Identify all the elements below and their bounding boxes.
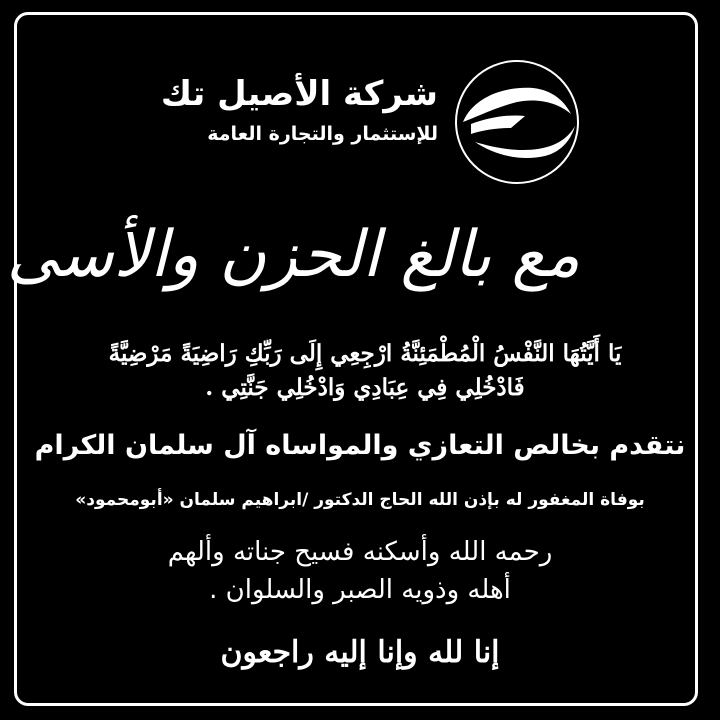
company-name: شركة الأصيل تك: [160, 74, 438, 114]
company-subtitle: للإستثمار والتجارة العامة: [207, 123, 438, 145]
company-logo-icon: [453, 58, 581, 186]
closing-calligraphy: إنا لله وإنا إليه راجعون: [220, 635, 500, 670]
deceased-line: بوفاة المغفور له بإذن الله الحاج الدكتور /ابراهيم سلمان «أبومحمود»: [75, 490, 645, 510]
condolence-statement: نتقدم بخالص التعازي والمواساه آل سلمان الكرام: [34, 430, 686, 461]
prayer-line-2: أهله وذويه الصبر والسلوان .: [209, 575, 511, 605]
quran-verse-line-2: فَادْخُلِي فِي عِبَادِي وَادْخُلِي جَنَّتِي .: [205, 374, 525, 401]
prayer-line-1: رحمه الله وأسكنه فسيح جناته وألهم: [167, 537, 553, 567]
quran-verse-line-1: يَا أَيَّتُهَا النَّفْسُ الْمُطْمَئِنَّةُ ارْجِعِي إِلَى رَبِّكِ رَاضِيَةً مَرْضِيَّةً: [108, 340, 622, 367]
condolence-title: مع بالغ الحزن والأسى: [6, 218, 580, 292]
